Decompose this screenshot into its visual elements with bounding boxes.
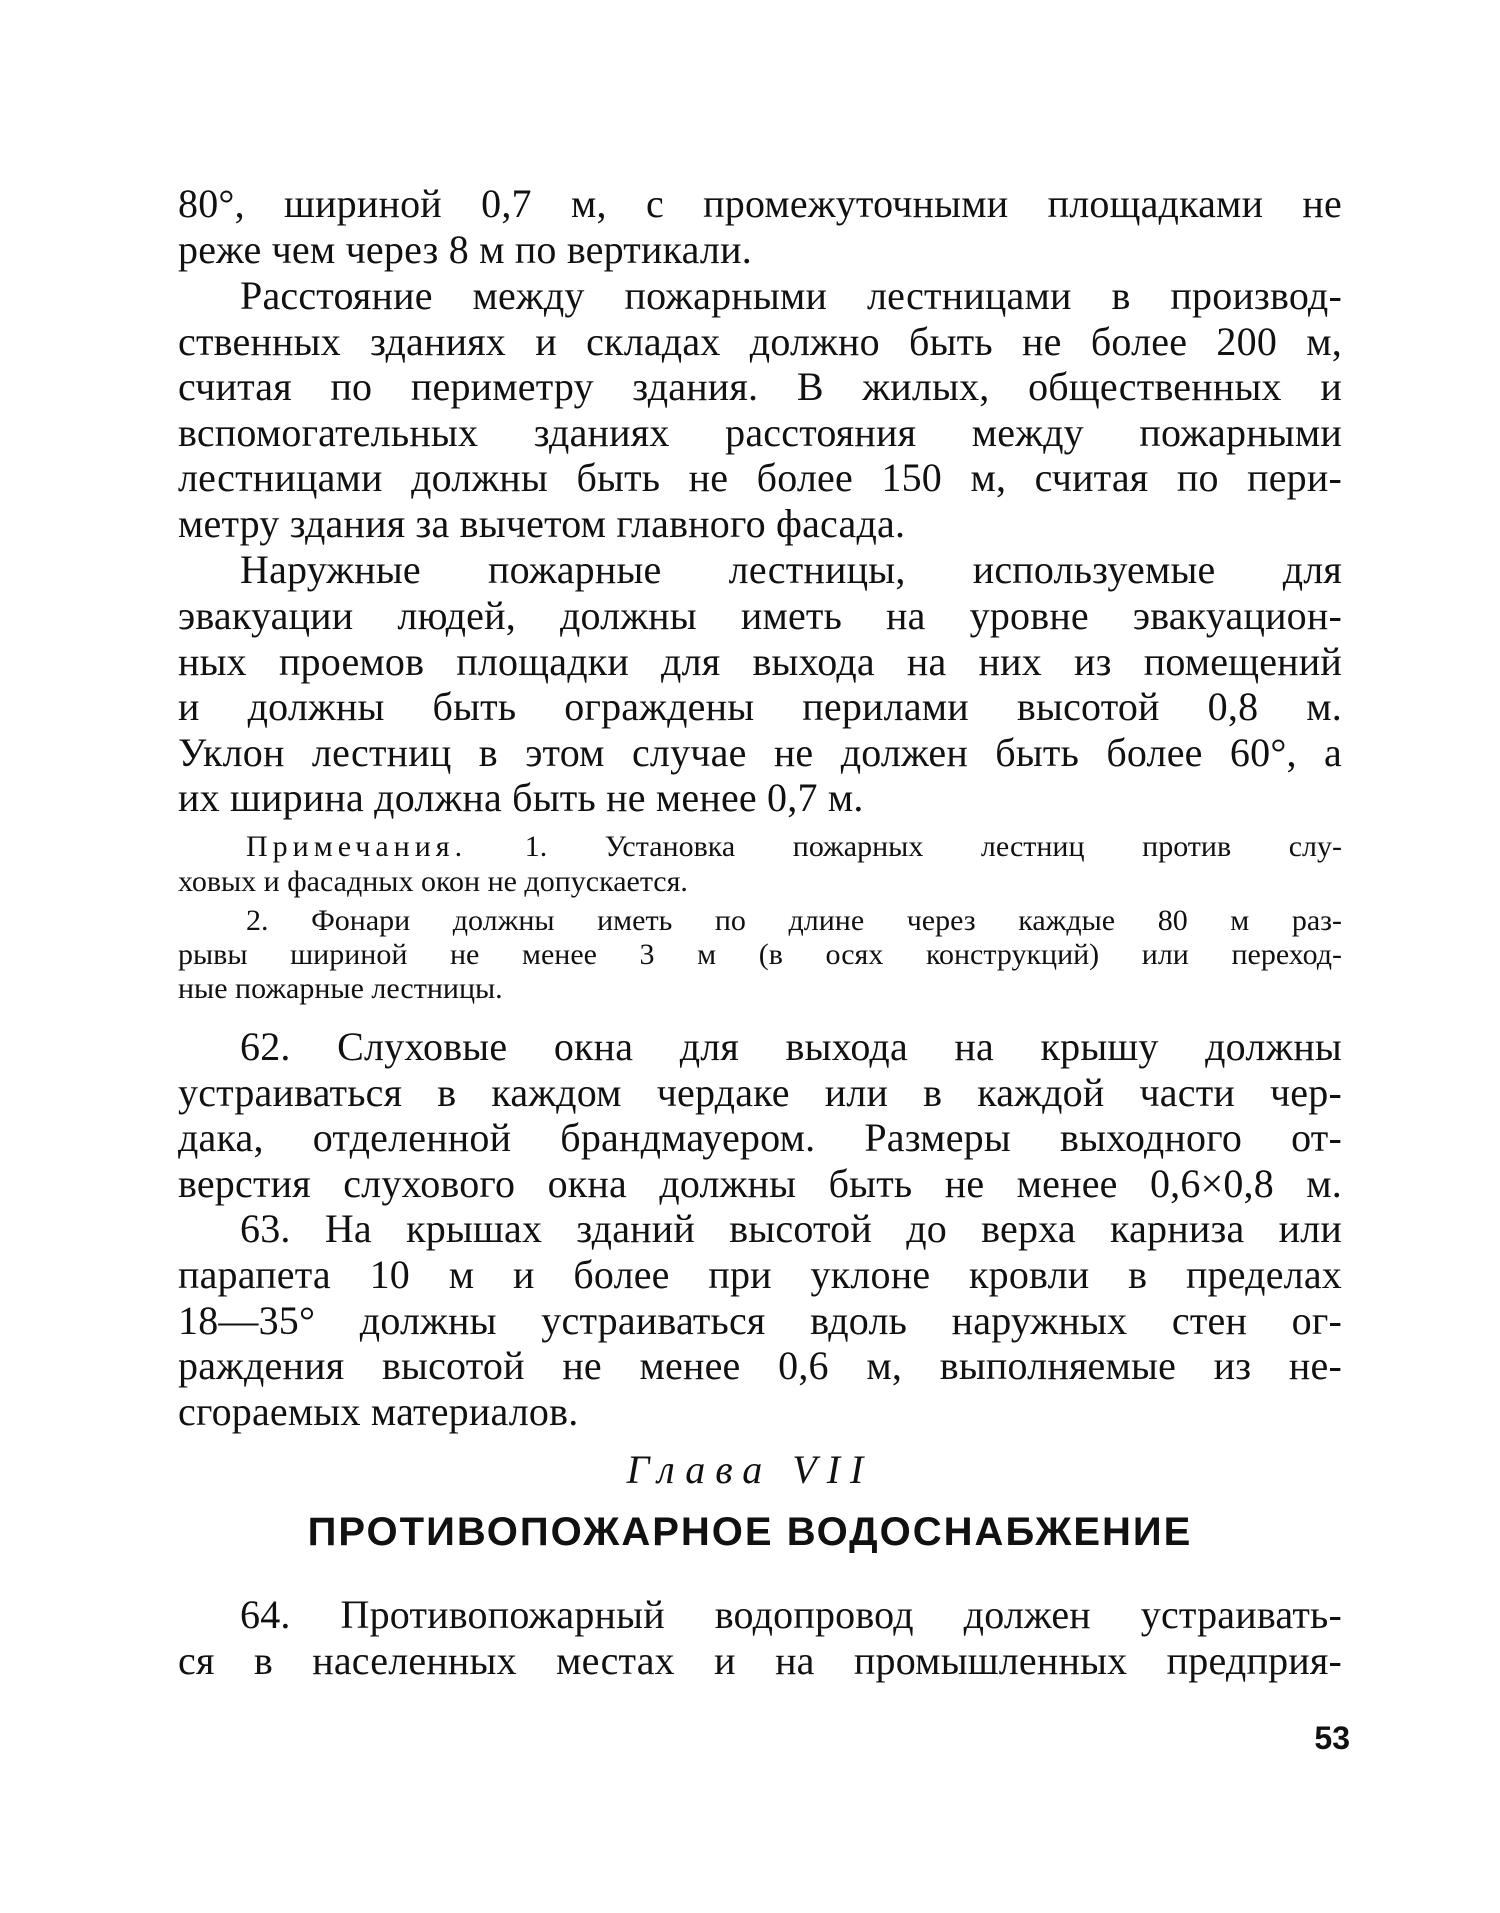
page-number: 53 bbox=[1314, 1720, 1350, 1756]
text-line: ственных зданиях и складах должно быть не более 200 м, bbox=[178, 319, 1342, 364]
text-line: парапета 10 м и более при уклоне кровли в пределах bbox=[178, 1252, 1342, 1297]
text-line: и должны быть ограждены перилами высотой 0,8 м. bbox=[178, 684, 1342, 729]
text-line: устраиваться в каждом чердаке или в каждой части чер- bbox=[178, 1070, 1342, 1115]
text-line: их ширина должна быть не менее 0,7 м. bbox=[178, 775, 864, 820]
text-line: 18—35° должны устраиваться вдоль наружных стен ог- bbox=[178, 1298, 1342, 1343]
text-line: вспомогательных зданиях расстояния между пожарными bbox=[178, 410, 1342, 455]
note-line: рывы шириной не менее 3 м (в осях конструкций) или переход- bbox=[178, 938, 1342, 971]
note-line bbox=[246, 830, 1342, 863]
note-line: ные пожарные лестницы. bbox=[178, 972, 503, 1005]
text-line: 64. Противопожарный водопровод должен устраивать- bbox=[240, 1592, 1342, 1637]
text-line: 62. Слуховые окна для выхода на крышу должны bbox=[240, 1024, 1342, 1069]
text-line: реже чем через 8 м по вертикали. bbox=[178, 227, 752, 272]
text-line: верстия слухового окна должны быть не менее 0,6×0,8 м. bbox=[178, 1161, 1342, 1206]
text-line: эвакуации людей, должны иметь на уровне эвакуацион- bbox=[178, 593, 1342, 638]
text-line: раждения высотой не менее 0,6 м, выполняемые из не- bbox=[178, 1343, 1342, 1388]
text-line: сгораемых материалов. bbox=[178, 1389, 579, 1434]
chapter-label: Глава VII bbox=[626, 1447, 874, 1492]
notes-label: Примечания. bbox=[246, 830, 468, 863]
chapter-title: ПРОТИВОПОЖАРНОЕ ВОДОСНАБЖЕНИЕ bbox=[307, 1510, 1193, 1554]
note-text: 1. Установка пожарных лестниц против слу- bbox=[524, 830, 1342, 863]
text-line: Наружные пожарные лестницы, используемые для bbox=[240, 547, 1342, 592]
text-line: 80°, шириной 0,7 м, с промежуточными площадками не bbox=[178, 181, 1342, 226]
text-line: считая по периметру здания. В жилых, общественных и bbox=[178, 364, 1342, 409]
text-line: дака, отделенной брандмауером. Размеры выходного от- bbox=[178, 1115, 1342, 1160]
note-line: ховых и фасадных окон не допускается. bbox=[178, 865, 688, 898]
text-line: метру здания за вычетом главного фасада. bbox=[178, 501, 906, 546]
text-line: 63. На крышах зданий высотой до верха карниза или bbox=[240, 1206, 1342, 1251]
note-line: 2. Фонари должны иметь по длине через каждые 80 м раз- bbox=[246, 904, 1342, 937]
text-line: Уклон лестниц в этом случае не должен быть более 60°, а bbox=[178, 730, 1342, 775]
text-line: лестницами должны быть не более 150 м, считая по пери- bbox=[178, 455, 1342, 500]
text-line: ся в населенных местах и на промышленных предприя- bbox=[178, 1638, 1342, 1683]
text-line: Расстояние между пожарными лестницами в производ- bbox=[240, 273, 1342, 318]
text-line: ных проемов площадки для выхода на них из помещений bbox=[178, 639, 1342, 684]
